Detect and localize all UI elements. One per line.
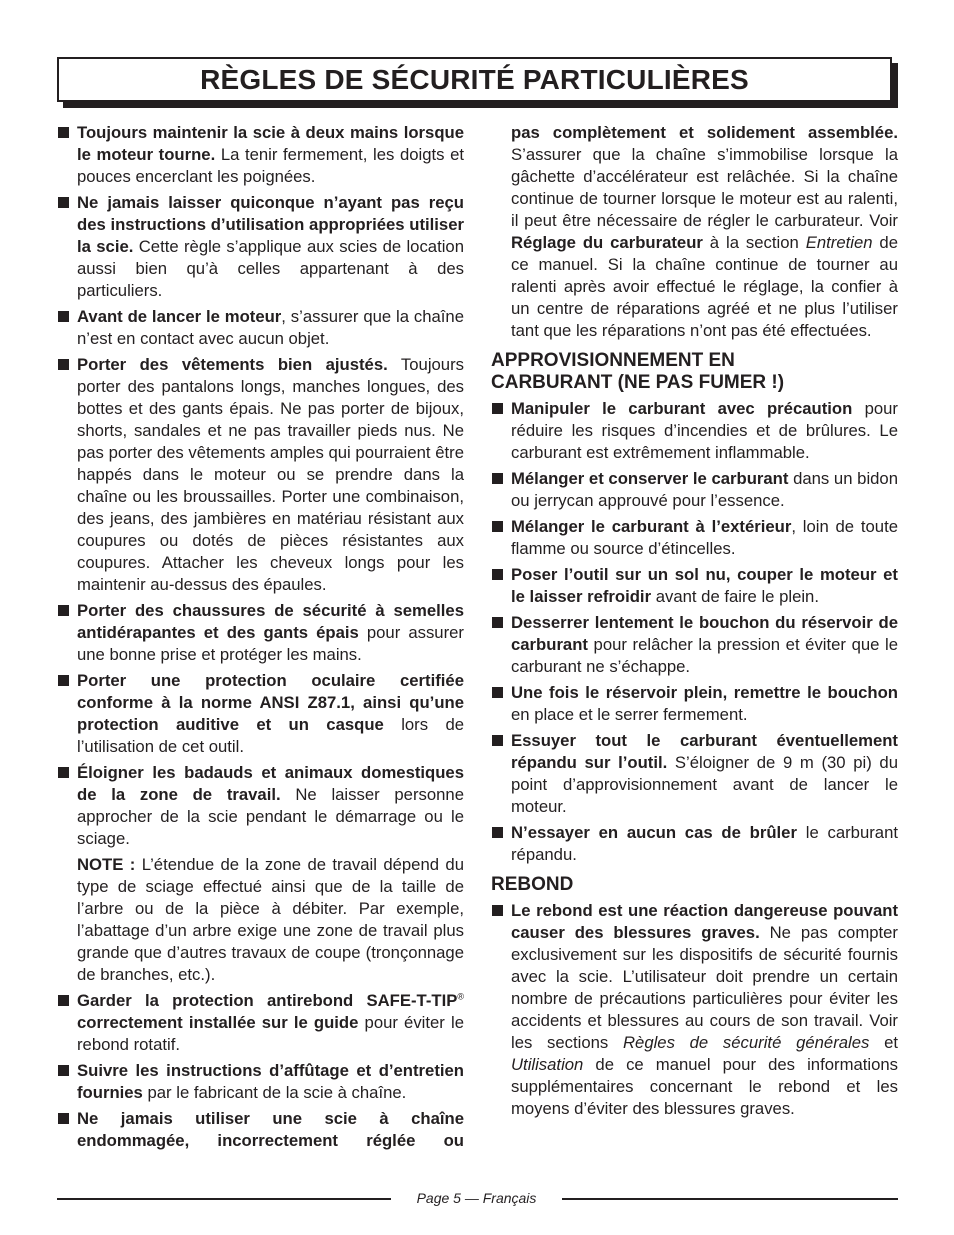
bullet-square-icon [492, 827, 503, 838]
heading-line: APPROVISIONNEMENT EN [491, 350, 735, 371]
item-text: pour éviter le rebond rotatif. [77, 1013, 464, 1054]
bullet-square-icon [58, 675, 69, 686]
cont-bold: Réglage du carburateur [511, 233, 703, 252]
page-footer [57, 1188, 898, 1208]
item-text: avant de faire le plein. [651, 587, 819, 606]
bullet-square-icon [492, 617, 503, 628]
bullet-square-icon [492, 569, 503, 580]
bullet-square-icon [58, 995, 69, 1006]
bullet-square-icon [58, 359, 69, 370]
list-item [491, 822, 898, 866]
list-item [57, 306, 464, 350]
cont-text: S’assurer que la chaîne s’immobilise lorsque la gâchette d’accélérateur est relâchée. Si la chaîne continue de tourner lorsque le moteur est au ralenti, il peut être nécessaire de régler le carburateur. Voir [511, 145, 898, 230]
list-item [491, 612, 898, 678]
list-item [57, 600, 464, 666]
item-text: , s’assurer que la chaîne n’est en contact avec aucun objet. [77, 307, 464, 348]
bullet-square-icon [492, 687, 503, 698]
item-bold: correctement installée sur le guide [77, 1013, 359, 1032]
registered-mark: ® [457, 991, 464, 1002]
title-box [57, 57, 892, 102]
cont-italic: Entretien [805, 233, 873, 252]
list-item [57, 122, 464, 188]
list-item [57, 192, 464, 302]
item-text: en place et le serrer fermement. [511, 705, 748, 724]
list-item [491, 564, 898, 608]
item-bold: Ne jamais utiliser une scie à chaîne endommagée, incorrectement réglée ou [77, 1109, 464, 1150]
item-text: S’éloigner de 9 m (30 pi) du point d’approvisionnement avant de lancer le moteur. [511, 753, 898, 816]
item-text: La tenir fermement, les doigts et pouces encerclant les poignées. [77, 145, 464, 186]
bullet-square-icon [58, 127, 69, 138]
note-label: NOTE : [77, 855, 136, 874]
list-item [491, 730, 898, 818]
item-bold: Avant de lancer le moteur [77, 307, 282, 326]
item-bold: Manipuler le carburant avec précaution [511, 399, 853, 418]
section-heading-fuel [491, 350, 898, 394]
item-bold: Une fois le réservoir plein, remettre le bouchon [511, 683, 898, 702]
item-text: pour relâcher la pression et éviter que le carburant ne s’échappe. [511, 635, 898, 676]
note-paragraph [57, 854, 464, 986]
item-bold: Porter une protection oculaire certifiée conforme à la norme ANSI Z87.1, ainsi qu’une protection auditive et un casque [77, 671, 464, 734]
item-text: Ne pas compter exclusivement sur les dispositifs de sécurité fournis avec la scie. L’utilisateur doit prendre un certain nombre de précautions particulières pour éviter les accidents et blessures au cours de son travail. Voir les sections [511, 923, 898, 1052]
item-text: Toujours porter des pantalons longs, manches longues, des bottes et des gants épais. Ne pas porter de bijoux, shorts, sandales et ne pas travailler pieds nus. Ne pas porter des vêtements amples qui pourraient être happés dans le moteur ou se prendre dans la chaîne ou les broussailles. Porter une combinaison, des jeans, des jambières en matériau résistant aux coupures ou dotés de pièces résistantes aux coupures. Attacher les cheveux longs pour les maintenir au-dessus des épaules. [77, 355, 464, 594]
bullet-square-icon [58, 311, 69, 322]
item-bold: Garder la protection antirebond SAFE-T-TIP [77, 991, 458, 1010]
bullet-square-icon [58, 767, 69, 778]
list-item [57, 990, 464, 1056]
page-title: RÈGLES DE SÉCURITÉ PARTICULIÈRES [200, 64, 749, 95]
bullet-square-icon [492, 403, 503, 414]
item-bold: Desserrer lentement le bouchon du réservoir de carburant [511, 613, 898, 654]
cont-bold: pas complètement et solidement assemblée. [511, 123, 898, 142]
item-text: lors de l’utilisation de cet outil. [77, 715, 464, 756]
left-column [57, 122, 464, 1156]
bullet-square-icon [492, 905, 503, 916]
item-bold: Mélanger le carburant à l’extérieur [511, 517, 792, 536]
item-text: pour réduire les risques d’incendies et de brûlures. Le carburant est extrêmement inflammable. [511, 399, 898, 462]
page-number: Page 5 — Français [416, 1190, 537, 1206]
cont-text: de ce manuel. Si la chaîne continue de tourner au ralenti après avoir effectué le réglage, la confier à un centre de réparations agréé et ne plus l’utiliser tant que les réparations n’ont pas été effectuées. [511, 233, 898, 340]
list-item [491, 398, 898, 464]
bullet-square-icon [58, 1113, 69, 1124]
list-item [491, 468, 898, 512]
item-bold: Porter des vêtements bien ajustés. [77, 355, 388, 374]
bullet-square-icon [492, 735, 503, 746]
continued-paragraph [491, 122, 898, 342]
list-item [57, 1060, 464, 1104]
note-text: L’étendue de la zone de travail dépend du type de sciage effectué ainsi que de la taille de l’arbre ou de la pièce à débiter. Par exemple, l’abattage d’un arbre exige une zone de travail plus grande que d’autres travaux de coupe (tronçonnage de branches, etc.). [77, 855, 464, 984]
footer-rule-right [562, 1198, 898, 1200]
item-text: Cette règle s’applique aux scies de location aussi bien qu’à celles appartenant à des particuliers. [77, 237, 464, 300]
item-text: pour assurer une bonne prise et protéger les mains. [77, 623, 464, 664]
item-bold: Ne jamais laisser quiconque n’ayant pas reçu des instructions d’utilisation appropriées utiliser la scie. [77, 193, 464, 256]
item-bold: Mélanger et conserver le carburant [511, 469, 789, 488]
list-item [491, 516, 898, 560]
item-bold: Suivre les instructions d’affûtage et d’entretien fournies [77, 1061, 464, 1102]
item-text: dans un bidon ou jerrycan approuvé pour l’essence. [511, 469, 898, 510]
bullet-square-icon [58, 605, 69, 616]
item-text: , loin de toute flamme ou source d’étincelles. [511, 517, 898, 558]
list-item [57, 1108, 464, 1152]
item-bold: Toujours maintenir la scie à deux mains lorsque le moteur tourne. [77, 123, 464, 164]
right-column [491, 122, 898, 1124]
bullet-square-icon [492, 521, 503, 532]
list-item [491, 682, 898, 726]
item-bold: N’essayer en aucun cas de brûler [511, 823, 797, 842]
item-text: par le fabricant de la scie à chaîne. [142, 1083, 407, 1102]
list-item [57, 354, 464, 596]
item-bold: Essuyer tout le carburant éventuellement répandu sur l’outil. [511, 731, 898, 772]
item-bold: Le rebond est une réaction dangereuse pouvant causer des blessures graves. [511, 901, 898, 942]
list-item [491, 900, 898, 1120]
list-item [57, 670, 464, 758]
item-bold: Éloigner les badauds et animaux domestiques de la zone de travail. [77, 763, 464, 804]
item-text: Ne laisser personne approcher de la scie pendant le démarrage ou le sciage. [77, 785, 464, 848]
item-text: le carburant répandu. [511, 823, 899, 864]
item-bold: Poser l’outil sur un sol nu, couper le moteur et le laisser refroidir [511, 565, 898, 606]
bullet-square-icon [58, 197, 69, 208]
footer-rule-left [57, 1198, 391, 1200]
cont-text: à la section [702, 233, 806, 252]
item-italic: Utilisation [511, 1055, 584, 1074]
item-bold: Porter des chaussures de sécurité à semelles antidérapantes et des gants épais [77, 601, 464, 642]
section-heading-kickback: REBOND [491, 874, 574, 895]
item-text: et [869, 1033, 898, 1052]
item-italic: Règles de sécurité générales [622, 1033, 870, 1052]
item-text: de ce manuel pour des informations supplémentaires concernant le rebond et les moyens d’éviter des blessures graves. [511, 1055, 898, 1118]
bullet-square-icon [58, 1065, 69, 1076]
list-item [57, 762, 464, 850]
heading-line: CARBURANT (NE PAS FUMER !) [491, 372, 785, 393]
bullet-square-icon [492, 473, 503, 484]
